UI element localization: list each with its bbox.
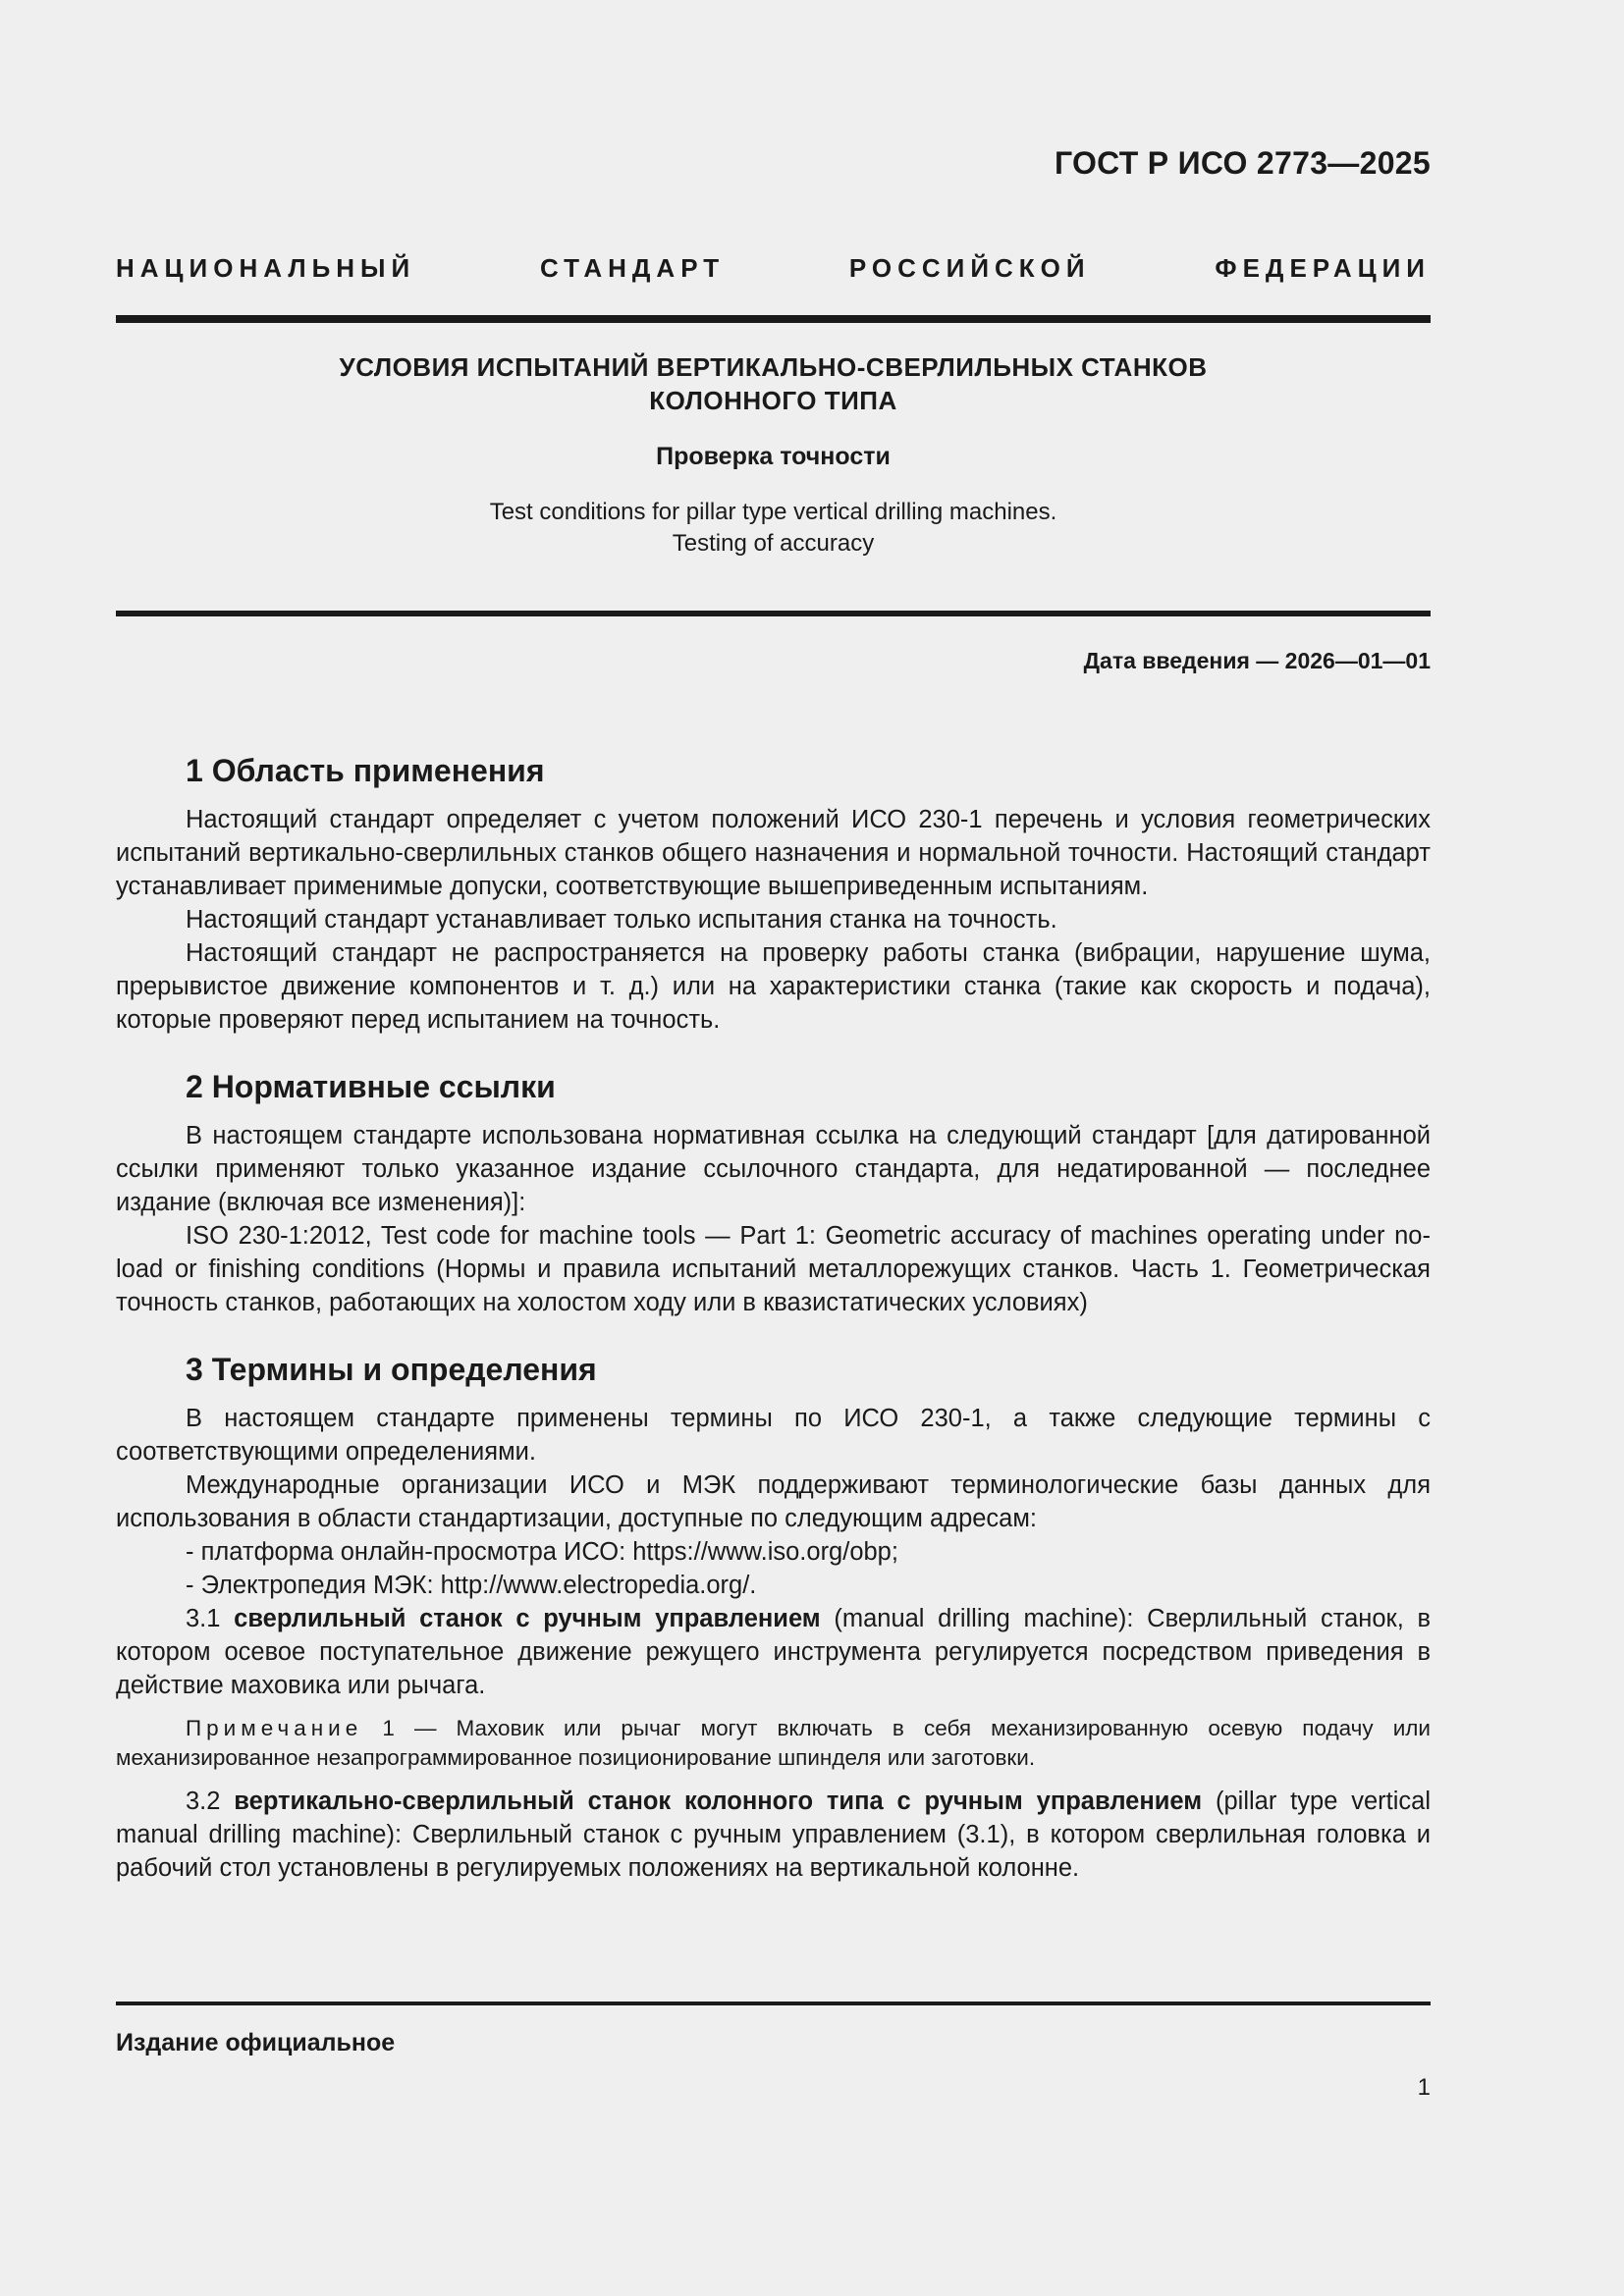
term-name: сверлильный станок с ручным управлением <box>234 1605 821 1632</box>
title-en-line2: Testing of accuracy <box>672 530 875 557</box>
title-ru <box>116 350 1431 417</box>
title-ru-line2: КОЛОННОГО ТИПА <box>649 386 897 415</box>
section-heading-scope: 1 Область применения <box>186 753 545 788</box>
edition-label: Издание официальное <box>116 2029 396 2056</box>
paragraph: В настоящем стандарте применены термины по ИСО 230-1, а также следующие термины с соответствующими определениями. <box>116 1405 1431 1466</box>
section-heading-normative-references: 2 Нормативные ссылки <box>186 1069 556 1104</box>
paragraph: Настоящий стандарт определяет с учетом положений ИСО 230-1 перечень и условия геометрических испытаний вертикально-сверлильных станков общего назначения и нормальной точности. Настоящий стандарт устанавливает применимые допуски, соответствующие вышеприведенным испытаниям. <box>116 806 1431 900</box>
title-divider <box>116 611 1431 616</box>
list-item: - Электропедия МЭК: http://www.electropedia.org/. <box>186 1572 757 1599</box>
term-number: 3.1 <box>186 1605 235 1632</box>
paragraph: Настоящий стандарт устанавливает только испытания станка на точность. <box>186 906 1057 934</box>
term-definition-3-2 <box>116 1785 1431 1885</box>
page-number: 1 <box>1417 2074 1431 2101</box>
term-definition-3-1 <box>116 1602 1431 1702</box>
title-block <box>116 350 1431 560</box>
document-code: ГОСТ Р ИСО 2773—2025 <box>1054 145 1431 181</box>
term-number: 3.2 <box>186 1788 235 1815</box>
footer-divider <box>116 2002 1431 2005</box>
title-en <box>116 497 1431 560</box>
title-ru-line1: УСЛОВИЯ ИСПЫТАНИЙ ВЕРТИКАЛЬНО-СВЕРЛИЛЬНЫХ СТАНКОВ <box>339 352 1208 382</box>
paragraph: Настоящий стандарт не распространяется на проверку работы станка (вибрации, нарушение шума, прерывистое движение компонентов и т. д.) или на характеристики станка (такие как скорость и подача), которые проверяют перед испытанием на точность. <box>116 939 1431 1034</box>
term-body: (pillar type vertical manual drilling machine): Сверлильный станок с ручным управлением (3.1), в котором сверлильная головка и рабочий стол установлены в регулируемых положениях на вертикальной колонне. <box>116 1788 1431 1882</box>
paragraph: В настоящем стандарте использована нормативная ссылка на следующий стандарт [для датированной ссылки применяют только указанное издание ссылочного стандарта, для недатированной — последнее издание (включая все изменения)]: <box>116 1122 1431 1216</box>
top-divider <box>116 315 1431 323</box>
note-text: 1 — Маховик или рычаг могут включать в себя механизированную осевую подачу или механизированное незапрограммированное позиционирование шпинделя или заготовки. <box>116 1716 1431 1770</box>
term-body: (manual drilling machine): Сверлильный станок, в котором осевое поступательное движение режущего инструмента регулируется посредством приведения в действие маховика или рычага. <box>116 1605 1432 1699</box>
subtitle-ru: Проверка точности <box>656 443 891 470</box>
document-body <box>116 754 1431 1885</box>
title-en-line1: Test conditions for pillar type vertical drilling machines. <box>489 499 1057 525</box>
section-heading-terms-definitions: 3 Термины и определения <box>186 1352 597 1387</box>
note-label: Примечание <box>186 1716 363 1740</box>
national-standard-banner: НАЦИОНАЛЬНЫЙ СТАНДАРТ РОССИЙСКОЙ ФЕДЕРАЦИИ <box>116 253 1431 283</box>
paragraph: ISO 230-1:2012, Test code for machine tools — Part 1: Geometric accuracy of machines operating under no-load or finishing conditions (Нормы и правила испытаний металлорежущих станков. Часть 1. Геометрическая точность станков, работающих на холостом ходу или в квазистатических условиях) <box>116 1222 1431 1316</box>
term-name: вертикально-сверлильный станок колонного типа с ручным управлением <box>234 1788 1203 1815</box>
note <box>116 1714 1431 1773</box>
list-item: - платформа онлайн-просмотра ИСО: https://www.iso.org/obp; <box>186 1538 898 1566</box>
paragraph: Международные организации ИСО и МЭК поддерживают терминологические базы данных для использования в области стандартизации, доступные по следующим адресам: <box>116 1471 1431 1532</box>
introduction-date: Дата введения — 2026—01—01 <box>1083 648 1431 673</box>
